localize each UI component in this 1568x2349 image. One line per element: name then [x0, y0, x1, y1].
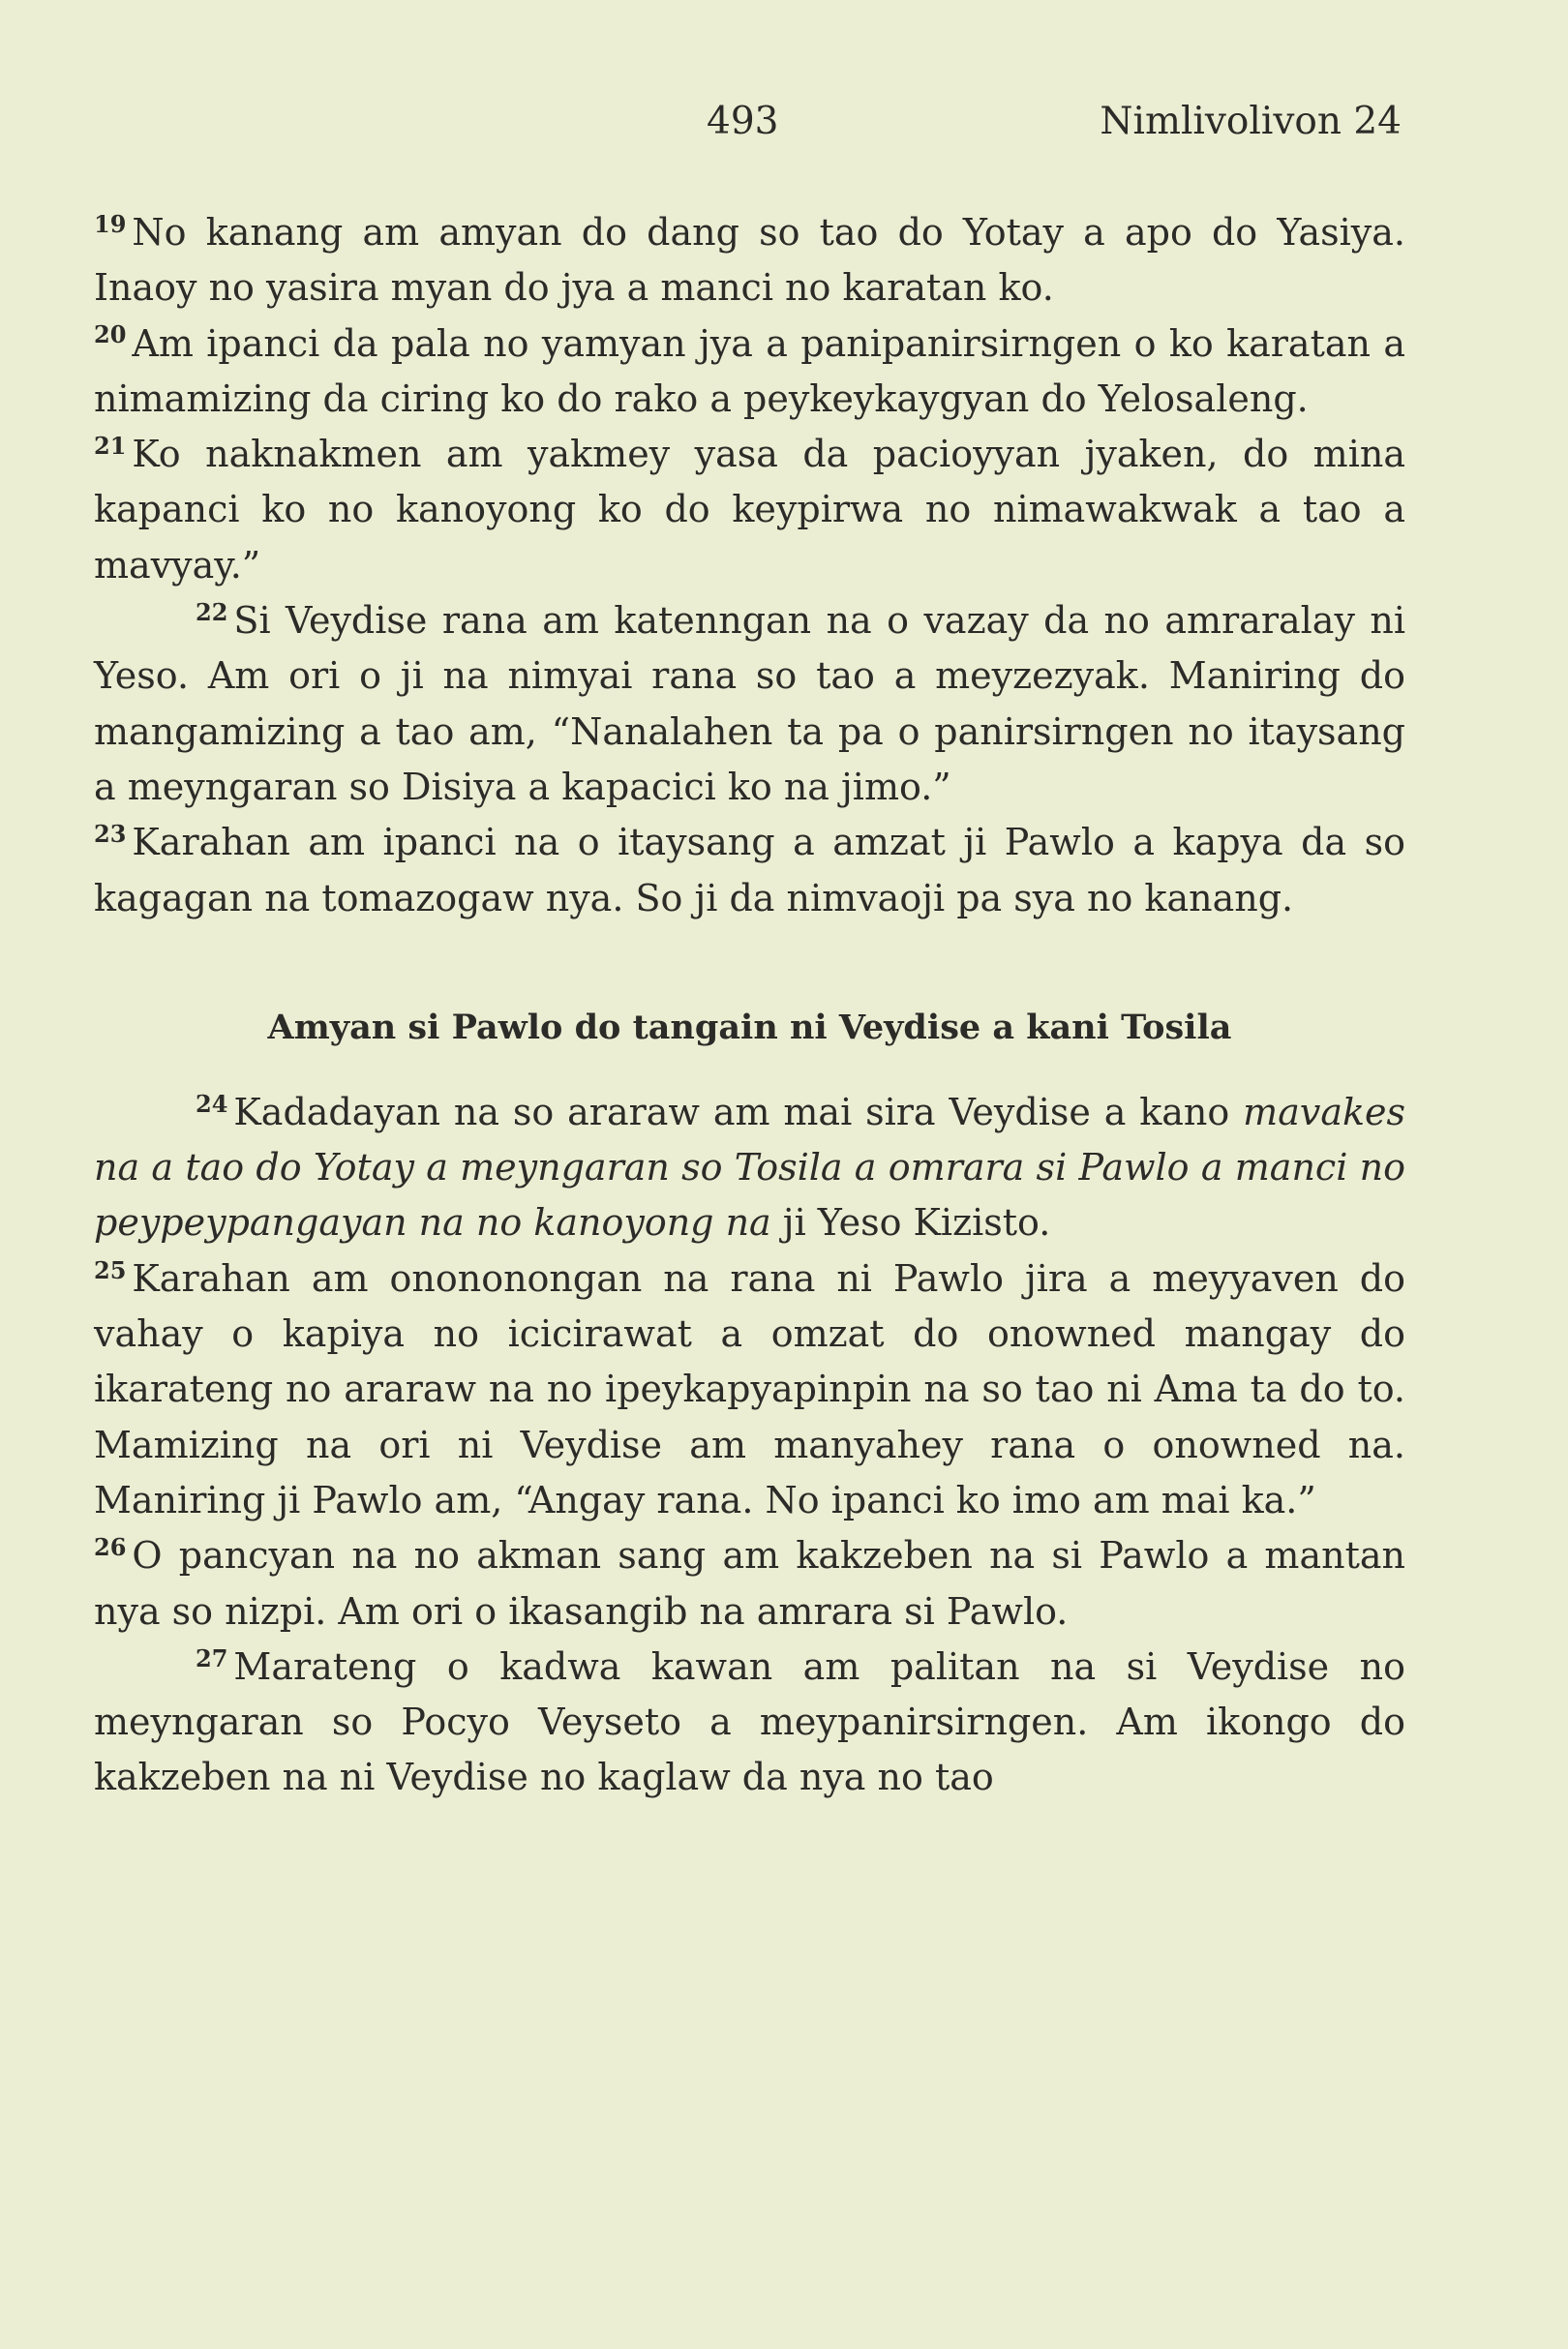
verse-text: ji Yeso Kizisto. [782, 1201, 1051, 1245]
verse-text: Karahan am onononongan na rana ni Pawlo jira a meyyaven do vahay o kapiya no icicirawat a omzat do onowned mangay do ikarateng no araraw na no ipeykapyapinpin na so tao ni Ama ta do to. Mamizing na ori ni Veydise am manyahey rana o onowned na. Maniring ji Pawlo am, “Angay rana. No ipanci ko imo am mai ka.” [94, 1256, 1405, 1521]
page-header [707, 93, 1402, 151]
verse-text: Karahan am ipanci na o itaysang a amzat ji Pawlo a kapya da so kagagan na tomazogaw nya. So ji da nimvaoji pa sya no kanang. [94, 821, 1405, 919]
verse-number: 24 [196, 1089, 228, 1118]
verse-19 [94, 205, 1405, 316]
verse-text: Kadadayan na so araraw am mai sira Veydise a kano [233, 1090, 1230, 1133]
verse-22 [94, 593, 1405, 815]
section-heading: Amyan si Pawlo do tangain ni Veydise a kani Tosila [267, 1007, 1232, 1047]
verse-number: 23 [94, 820, 127, 849]
verse-number: 21 [94, 432, 127, 460]
verse-text: Am ipanci da pala no yamyan jya a panipanirsirngen o ko karatan a nimamizing da ciring ko do rako a peykeykaygyan do Yelosaleng. [94, 321, 1405, 420]
verse-number: 22 [196, 597, 228, 626]
verse-text: No kanang am amyan do dang so tao do Yotay a apo do Yasiya. Inaoy no yasira myan do jya a manci no karatan ko. [94, 211, 1405, 310]
verse-text: O pancyan na no akman sang am kakzeben na si Pawlo a mantan nya so nizpi. Am ori o ikasangib na amrara si Pawlo. [94, 1534, 1405, 1633]
verse-27 [94, 1640, 1405, 1806]
text-body [94, 205, 1405, 1806]
running-title: Nimlivolivon 24 [1100, 100, 1402, 143]
verse-number: 27 [196, 1643, 228, 1672]
verse-23 [94, 815, 1405, 926]
verse-25 [94, 1251, 1405, 1528]
verse-26 [94, 1528, 1405, 1640]
page-number: 493 [707, 100, 779, 143]
verse-21 [94, 427, 1405, 593]
verse-20 [94, 316, 1405, 428]
verse-number: 19 [94, 209, 127, 238]
verse-number: 26 [94, 1533, 127, 1562]
verse-text-italic: mavakes na a tao do Yotay a meyngaran so Tosila a omrara si Pawlo a manci no peypeypangayan na no kanoyong na [94, 1090, 1405, 1245]
verse-text: Ko naknakmen am yakmey yasa da pacioyyan jyaken, do mina kapanci ko no kanoyong ko do keypirwa no nimawakwak a tao a mavyay.” [94, 433, 1405, 587]
verse-number: 25 [94, 1255, 127, 1284]
verse-24 [94, 1085, 1405, 1251]
verse-text: Si Veydise rana am katenngan na o vazay da no amraralay ni Yeso. Am ori o ji na nimyai rana so tao a meyzezyak. Maniring do mangamizing a tao am, “Nanalahen ta pa o panirsirngen no itaysang a meyngaran so Disiya a kapacici ko na jimo.” [94, 599, 1405, 808]
verse-text: Marateng o kadwa kawan am palitan na si Veydise no meyngaran so Pocyo Veyseto a meypanirsirngen. Am ikongo do kakzeben na ni Veydise no kaglaw da nya no tao [94, 1644, 1405, 1799]
verse-number: 20 [94, 320, 127, 349]
